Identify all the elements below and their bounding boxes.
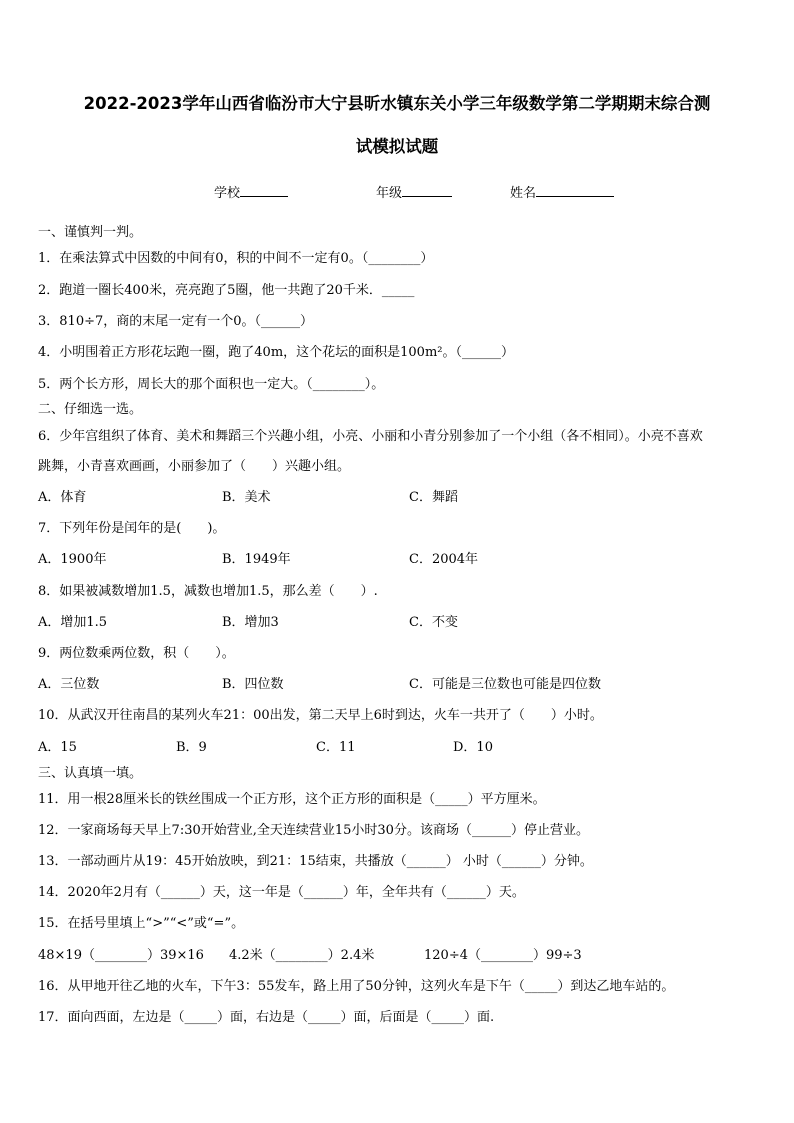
- question-12: 12．一家商场每天早上7:30开始营业,全天连续营业15小时30分。该商场（______）停止营业。: [38, 823, 589, 838]
- question-3: 3．810÷7，商的末尾一定有一个0。（______）: [38, 314, 314, 329]
- question-11: 11．用一根28厘米长的铁丝围成一个正方形，这个正方形的面积是（_____）平方厘米。: [38, 792, 546, 807]
- grade-field: [376, 182, 452, 201]
- q8-option-b: B．增加3: [222, 615, 279, 630]
- exam-title-line2: 试模拟试题: [355, 137, 439, 156]
- question-5: 5．两个长方形，周长大的那个面积也一定大。（________）。: [38, 377, 385, 392]
- question-13: 13．一部动画片从19：45开始放映，到21：15结束，共播放（______） 小时（______）分钟。: [38, 854, 593, 869]
- q8-option-c: C．不变: [409, 615, 458, 630]
- name-field: [510, 182, 614, 201]
- q9-option-c: C．可能是三位数也可能是四位数: [409, 677, 601, 692]
- q15-item-3: 120÷4（________）99÷3: [424, 948, 582, 963]
- q8-option-a: A．增加1.5: [38, 615, 108, 630]
- question-4: 4．小明围着正方形花坛跑一圈，跑了40m，这个花坛的面积是100m²。（______）: [38, 345, 514, 360]
- q10-option-a: A．15: [38, 740, 77, 755]
- q15-item-1: 48×19（________）39×16: [38, 948, 204, 963]
- q10-option-d: D．10: [453, 740, 493, 755]
- question-9: 9．两位数乘两位数，积（ ）。: [38, 646, 235, 661]
- question-2: 2．跑道一圈长400米，亮亮跑了5圈，他一共跑了20千米．_____: [38, 283, 415, 298]
- q7-option-c: C．2004年: [409, 552, 479, 567]
- section-heading-1: 一、谨慎判一判。: [38, 225, 143, 240]
- question-10: 10．从武汉开往南昌的某列火车21：00出发，第二天早上6时到达，火车一共开了（ ）小时。: [38, 708, 603, 723]
- school-label: 学校: [214, 186, 241, 201]
- question-8: 8．如果被减数增加1.5，减数也增加1.5，那么差（ ）.: [38, 584, 378, 599]
- q6-option-b: B．美术: [222, 490, 271, 505]
- q6-option-c: C．舞蹈: [409, 490, 458, 505]
- exam-title-line1: 2022-2023学年山西省临汾市大宁县昕水镇东关小学三年级数学第二学期期末综合测: [83, 94, 711, 113]
- question-15: 15．在括号里填上“>”“<”或“=”。: [38, 916, 245, 931]
- q10-option-c: C．11: [316, 740, 356, 755]
- q7-option-b: B．1949年: [222, 552, 291, 567]
- q15-item-2: 4.2米（________）2.4米: [229, 948, 375, 963]
- question-16: 16．从甲地开往乙地的火车，下午3：55发车，路上用了50分钟，这列火车是下午（_____）到达乙地车站的。: [38, 979, 675, 994]
- name-blank: [536, 184, 614, 197]
- school-blank: [240, 184, 288, 197]
- question-17: 17．面向西面，左边是（_____）面，右边是（_____）面，后面是（_____）面.: [38, 1010, 495, 1025]
- q6-option-a: A．体育: [38, 490, 87, 505]
- section-heading-3: 三、认真填一填。: [38, 766, 143, 781]
- name-label: 姓名: [510, 186, 537, 201]
- q7-option-a: A．1900年: [38, 552, 107, 567]
- school-field: [214, 182, 288, 201]
- grade-blank: [402, 184, 452, 197]
- question-7: 7．下列年份是闰年的是( )。: [38, 521, 226, 536]
- question-14: 14．2020年2月有（______）天，这一年是（______）年，全年共有（______）天。: [38, 885, 525, 900]
- question-1: 1．在乘法算式中因数的中间有0，积的中间不一定有0。（________）: [38, 251, 434, 266]
- grade-label: 年级: [376, 186, 403, 201]
- section-heading-2: 二、仔细选一选。: [38, 402, 143, 417]
- q9-option-b: B．四位数: [222, 677, 284, 692]
- question-6-line2: 跳舞，小青喜欢画画，小丽参加了（ ）兴趣小组。: [38, 459, 351, 474]
- q10-option-b: B．9: [176, 740, 207, 755]
- question-6-line1: 6．少年宫组织了体育、美术和舞蹈三个兴趣小组，小亮、小丽和小青分别参加了一个小组（各不相同）。小亮不喜欢: [38, 429, 703, 444]
- q9-option-a: A．三位数: [38, 677, 100, 692]
